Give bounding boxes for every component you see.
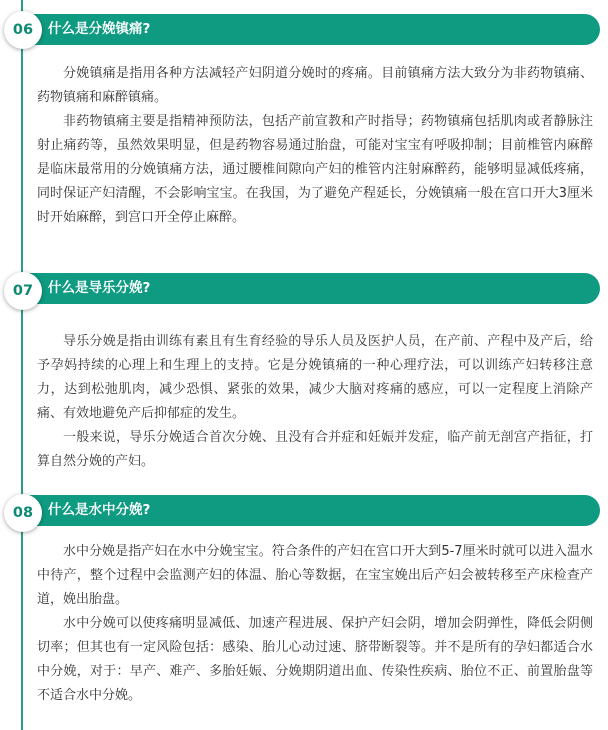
paragraph: 非药物镇痛主要是指精神预防法，包括产前宣教和产时指导；药物镇痛包括肌肉或者静脉注射止痛药等，虽然效果明显，但是药物容易通过胎盘，可能对宝宝有呼吸抑制；目前椎管内麻醉是临床最常用的分娩镇痛方法，通过腰椎间隙向产妇的椎管内注射麻醉药，能够明显减低疼痛，同时保证产妇清醒，不会影响宝宝。在我国，为了避免产程延长，分娩镇痛一般在宫口开大3厘米时开始麻醉，到宫口开全停止麻醉。: [37, 114, 593, 225]
section-body: [37, 330, 593, 474]
paragraph: 水中分娩是指产妇在水中分娩宝宝。符合条件的产妇在宫口开大到5-7厘米时就可以进入温水中待产，整个过程中会监测产妇的体温、胎心等数据，在宝宝娩出后产妇会被转移至产床检查产道，娩出胎盘。: [37, 544, 593, 607]
section-title: 什么是水中分娩?: [48, 502, 151, 518]
section-number-badge: 07: [4, 272, 42, 310]
section-header-bar: [20, 273, 600, 304]
section-title: 什么是分娩镇痛?: [48, 21, 151, 37]
paragraph: 一般来说，导乐分娩适合首次分娩、且没有合并症和妊娠并发症，临产前无剖宫产指征，打算自然分娩的产妇。: [37, 430, 593, 469]
section-header-bar: [20, 495, 600, 526]
section-body: [37, 540, 593, 708]
section-title: 什么是导乐分娩?: [48, 280, 151, 296]
section-body: [37, 62, 593, 230]
timeline-line: [21, 0, 23, 730]
paragraph: 导乐分娩是指由训练有素且有生育经验的导乐人员及医护人员，在产前、产程中及产后，给予孕妈持续的心理上和生理上的支持。它是分娩镇痛的一种心理疗法，可以训练产妇转移注意力，达到松弛肌肉，减少恐惧、紧张的效果，减少大脑对疼痛的感应，可以一定程度上消除产痛、有效地避免产后抑郁症的发生。: [37, 334, 593, 421]
section-number-badge: 08: [4, 494, 42, 532]
paragraph: 分娩镇痛是指用各种方法减轻产妇阴道分娩时的疼痛。目前镇痛方法大致分为非药物镇痛、药物镇痛和麻醉镇痛。: [37, 66, 593, 105]
section-header-bar: [20, 14, 600, 45]
paragraph: 水中分娩可以使疼痛明显减低、加速产程进展、保护产妇会阴，增加会阴弹性，降低会阴侧切率；但其也有一定风险包括：感染、胎儿心动过速、脐带断裂等。并不是所有的孕妇都适合水中分娩，对于：早产、难产、多胎妊娠、分娩期阴道出血、传染性疾病、胎位不正、前置胎盘等不适合水中分娩。: [37, 616, 593, 703]
section-number-badge: 06: [4, 11, 42, 49]
